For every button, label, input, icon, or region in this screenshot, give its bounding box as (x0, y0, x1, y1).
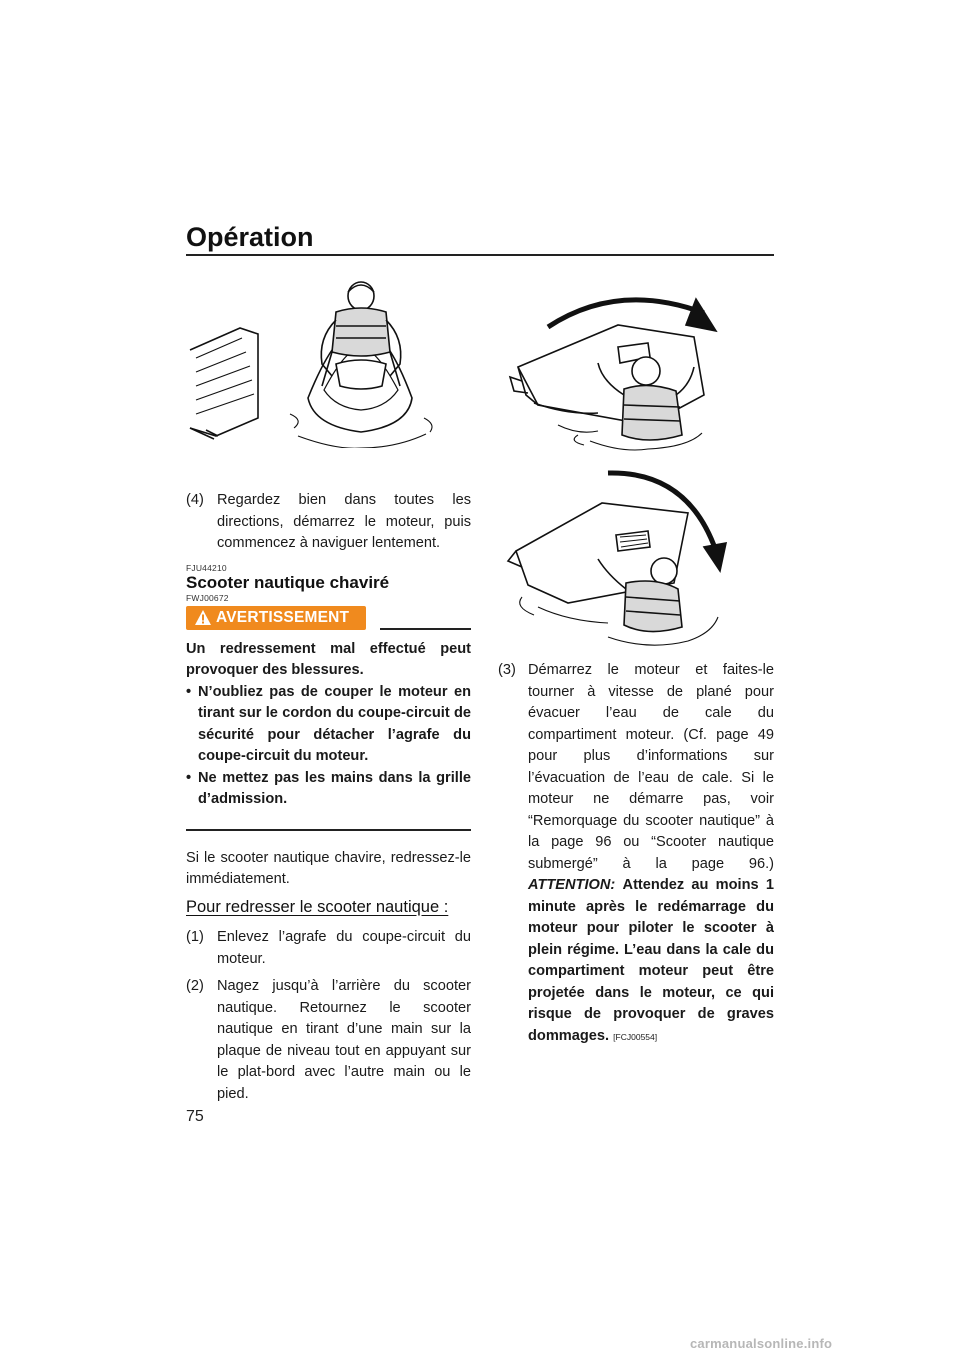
warning-intro: Un redressement mal effectué peut provoquer des blessures. (186, 640, 471, 678)
section-code: FJU44210 (186, 562, 227, 573)
reference-code: [FCJ00554] (613, 1031, 658, 1042)
step-text: Regardez bien dans toutes les directions, démarrez le moteur, puis commencez à naviguer lentement. (217, 492, 471, 551)
step-2 (186, 976, 471, 1105)
step-number: (1) (186, 929, 204, 945)
step-3 (498, 660, 774, 1048)
step-4 (186, 490, 471, 555)
step-number: (4) (186, 492, 204, 508)
watermark: carmanualsonline.info (690, 1336, 833, 1351)
warning-bullet: • Ne mettez pas les mains dans la grille d’admission. (186, 768, 471, 811)
left-column (186, 490, 471, 1111)
attention-text: Attendez au moins 1 minute après le redémarrage du moteur pour piloter le scooter à plein régime. L’eau dans la cale du compartiment moteur peut être projetée dans le moteur, ce qui risque de provoquer de graves dommages. (528, 877, 774, 1044)
warning-badge (186, 606, 366, 630)
warning-rule (380, 628, 471, 630)
warning-end-rule (186, 829, 471, 831)
warning-triangle-icon (194, 609, 212, 626)
header-rule (186, 254, 774, 256)
step-1 (186, 927, 471, 970)
page-number: 75 (186, 1108, 204, 1125)
step-number: (2) (186, 978, 204, 994)
warning-header (186, 606, 471, 630)
warning-code: FWJ00672 (186, 592, 229, 603)
righting-steps (186, 927, 471, 1105)
page-title: Opération (186, 222, 314, 252)
subheading: Pour redresser le scooter nautique : (186, 897, 449, 916)
warning-body (186, 639, 471, 811)
figure-righting-watercraft (498, 285, 728, 655)
step-text: Nagez jusqu’à l’arrière du scooter nautique. Retournez le scooter nautique en tirant d’une main sur la plaque de niveau tout en appuyant sur le plat-bord avec l’autre main ou le pied. (217, 978, 471, 1102)
step-number: (3) (498, 662, 516, 678)
capsize-paragraph: Si le scooter nautique chavire, redressez-le immédiatement. (186, 849, 471, 887)
step-text: Enlevez l’agrafe du coupe-circuit du moteur. (217, 929, 471, 967)
warning-label: AVERTISSEMENT (216, 608, 350, 626)
figure-rider-on-watercraft (186, 268, 476, 448)
step-text: Démarrez le moteur et faites-le tourner à vitesse de plané pour évacuer l’eau de cale du compartiment moteur. (Cf. page 49 pour plus d’informations sur l’évacuation de l’eau de cale. Si le moteur ne démarre pas, voir “Remorquage du scooter nautique” à la page 96 ou “Scooter nautique submergé” à la page 96.) (528, 662, 774, 872)
attention-label: ATTENTION: (528, 877, 616, 893)
section-title: Scooter nautique chaviré (186, 572, 390, 592)
warning-bullet: • N’oubliez pas de couper le moteur en tirant sur le cordon du coupe-circuit de sécurité pour détacher l’agrafe du coupe-circuit du moteur. (186, 682, 471, 768)
right-column (498, 660, 774, 1054)
